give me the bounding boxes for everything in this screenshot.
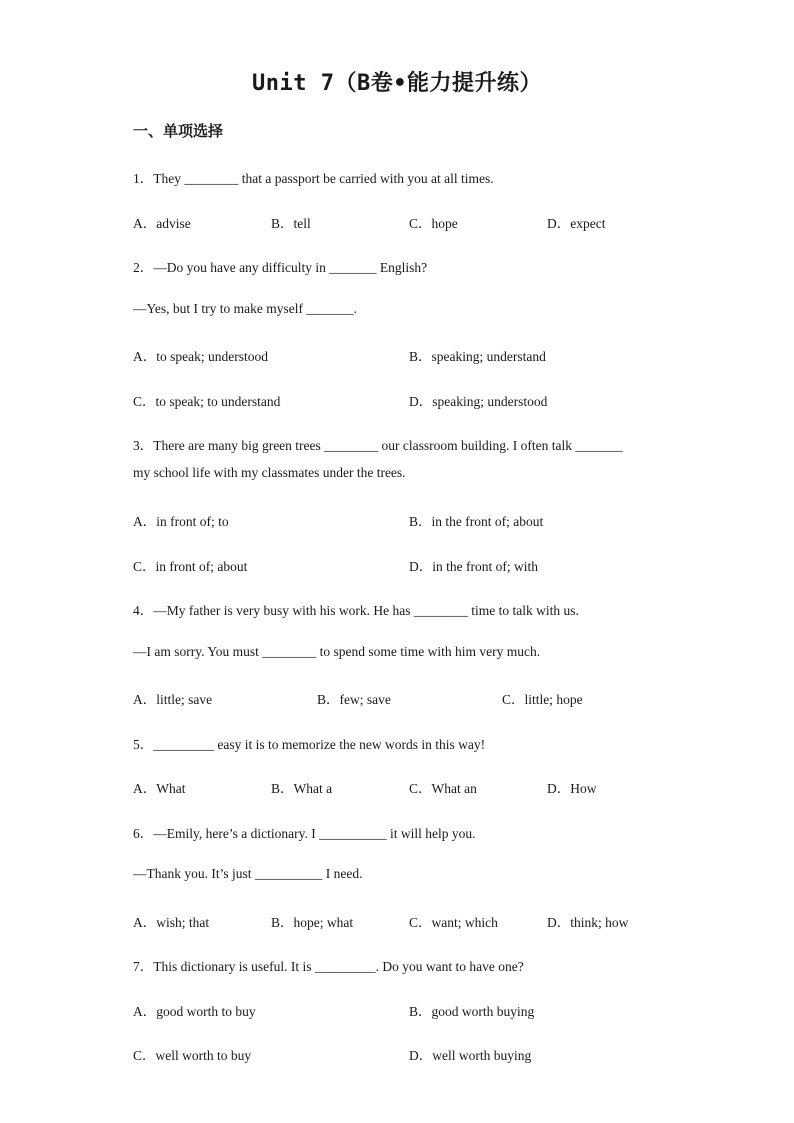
section-heading: 一、单项选择 [133, 122, 224, 140]
q2-option-c: C．to speak; to understand [133, 394, 281, 409]
q1-option-c: C．hope [409, 216, 458, 231]
q7-option-c: C．well worth to buy [133, 1048, 252, 1063]
q5-option-d: D．How [547, 781, 597, 796]
q7-option-a: A．good worth to buy [133, 1004, 256, 1019]
q4-option-b: B．few; save [317, 692, 391, 707]
q3-option-b: B．in the front of; about [409, 514, 544, 529]
question-6-stem-reply: —Thank you. It’s just __________ I need. [133, 866, 363, 881]
q1-option-d: D．expect [547, 216, 606, 231]
q4-option-c: C．little; hope [502, 692, 583, 707]
q6-option-c: C．want; which [409, 915, 498, 930]
question-1-stem: 1．They ________ that a passport be carried with you at all times. [133, 171, 494, 186]
question-4-stem-reply: —I am sorry. You must ________ to spend some time with him very much. [133, 644, 541, 659]
question-6-stem: 6．—Emily, here’s a dictionary. I __________ it will help you. [133, 826, 476, 841]
q4-option-a: A．little; save [133, 692, 213, 707]
question-2-stem: 2．—Do you have any difficulty in _______ English? [133, 260, 428, 275]
q5-option-b: B．What a [271, 781, 333, 796]
question-3-stem-continued: my school life with my classmates under the trees. [133, 465, 406, 480]
q5-option-c: C．What an [409, 781, 477, 796]
q6-option-a: A．wish; that [133, 915, 210, 930]
question-4-stem: 4．—My father is very busy with his work. He has ________ time to talk with us. [133, 603, 579, 618]
q5-option-a: A．What [133, 781, 186, 796]
q2-option-a: A．to speak; understood [133, 349, 268, 364]
q1-option-a: A．advise [133, 216, 191, 231]
q6-option-d: D．think; how [547, 915, 629, 930]
page-title: Unit 7（B卷•能力提升练） [252, 71, 542, 96]
q6-option-b: B．hope; what [271, 915, 354, 930]
q2-option-b: B．speaking; understand [409, 349, 546, 364]
q2-option-d: D．speaking; understood [409, 394, 548, 409]
question-3-stem: 3．There are many big green trees ________ our classroom building. I often talk _______ [133, 438, 623, 453]
question-5-stem: 5．_________ easy it is to memorize the new words in this way! [133, 737, 486, 752]
q3-option-c: C．in front of; about [133, 559, 248, 574]
q3-option-d: D．in the front of; with [409, 559, 538, 574]
question-2-stem-reply: —Yes, but I try to make myself _______. [133, 301, 357, 316]
q3-option-a: A．in front of; to [133, 514, 229, 529]
question-7-stem: 7．This dictionary is useful. It is _________. Do you want to have one? [133, 959, 524, 974]
q1-option-b: B．tell [271, 216, 311, 231]
q7-option-d: D．well worth buying [409, 1048, 532, 1063]
q7-option-b: B．good worth buying [409, 1004, 535, 1019]
